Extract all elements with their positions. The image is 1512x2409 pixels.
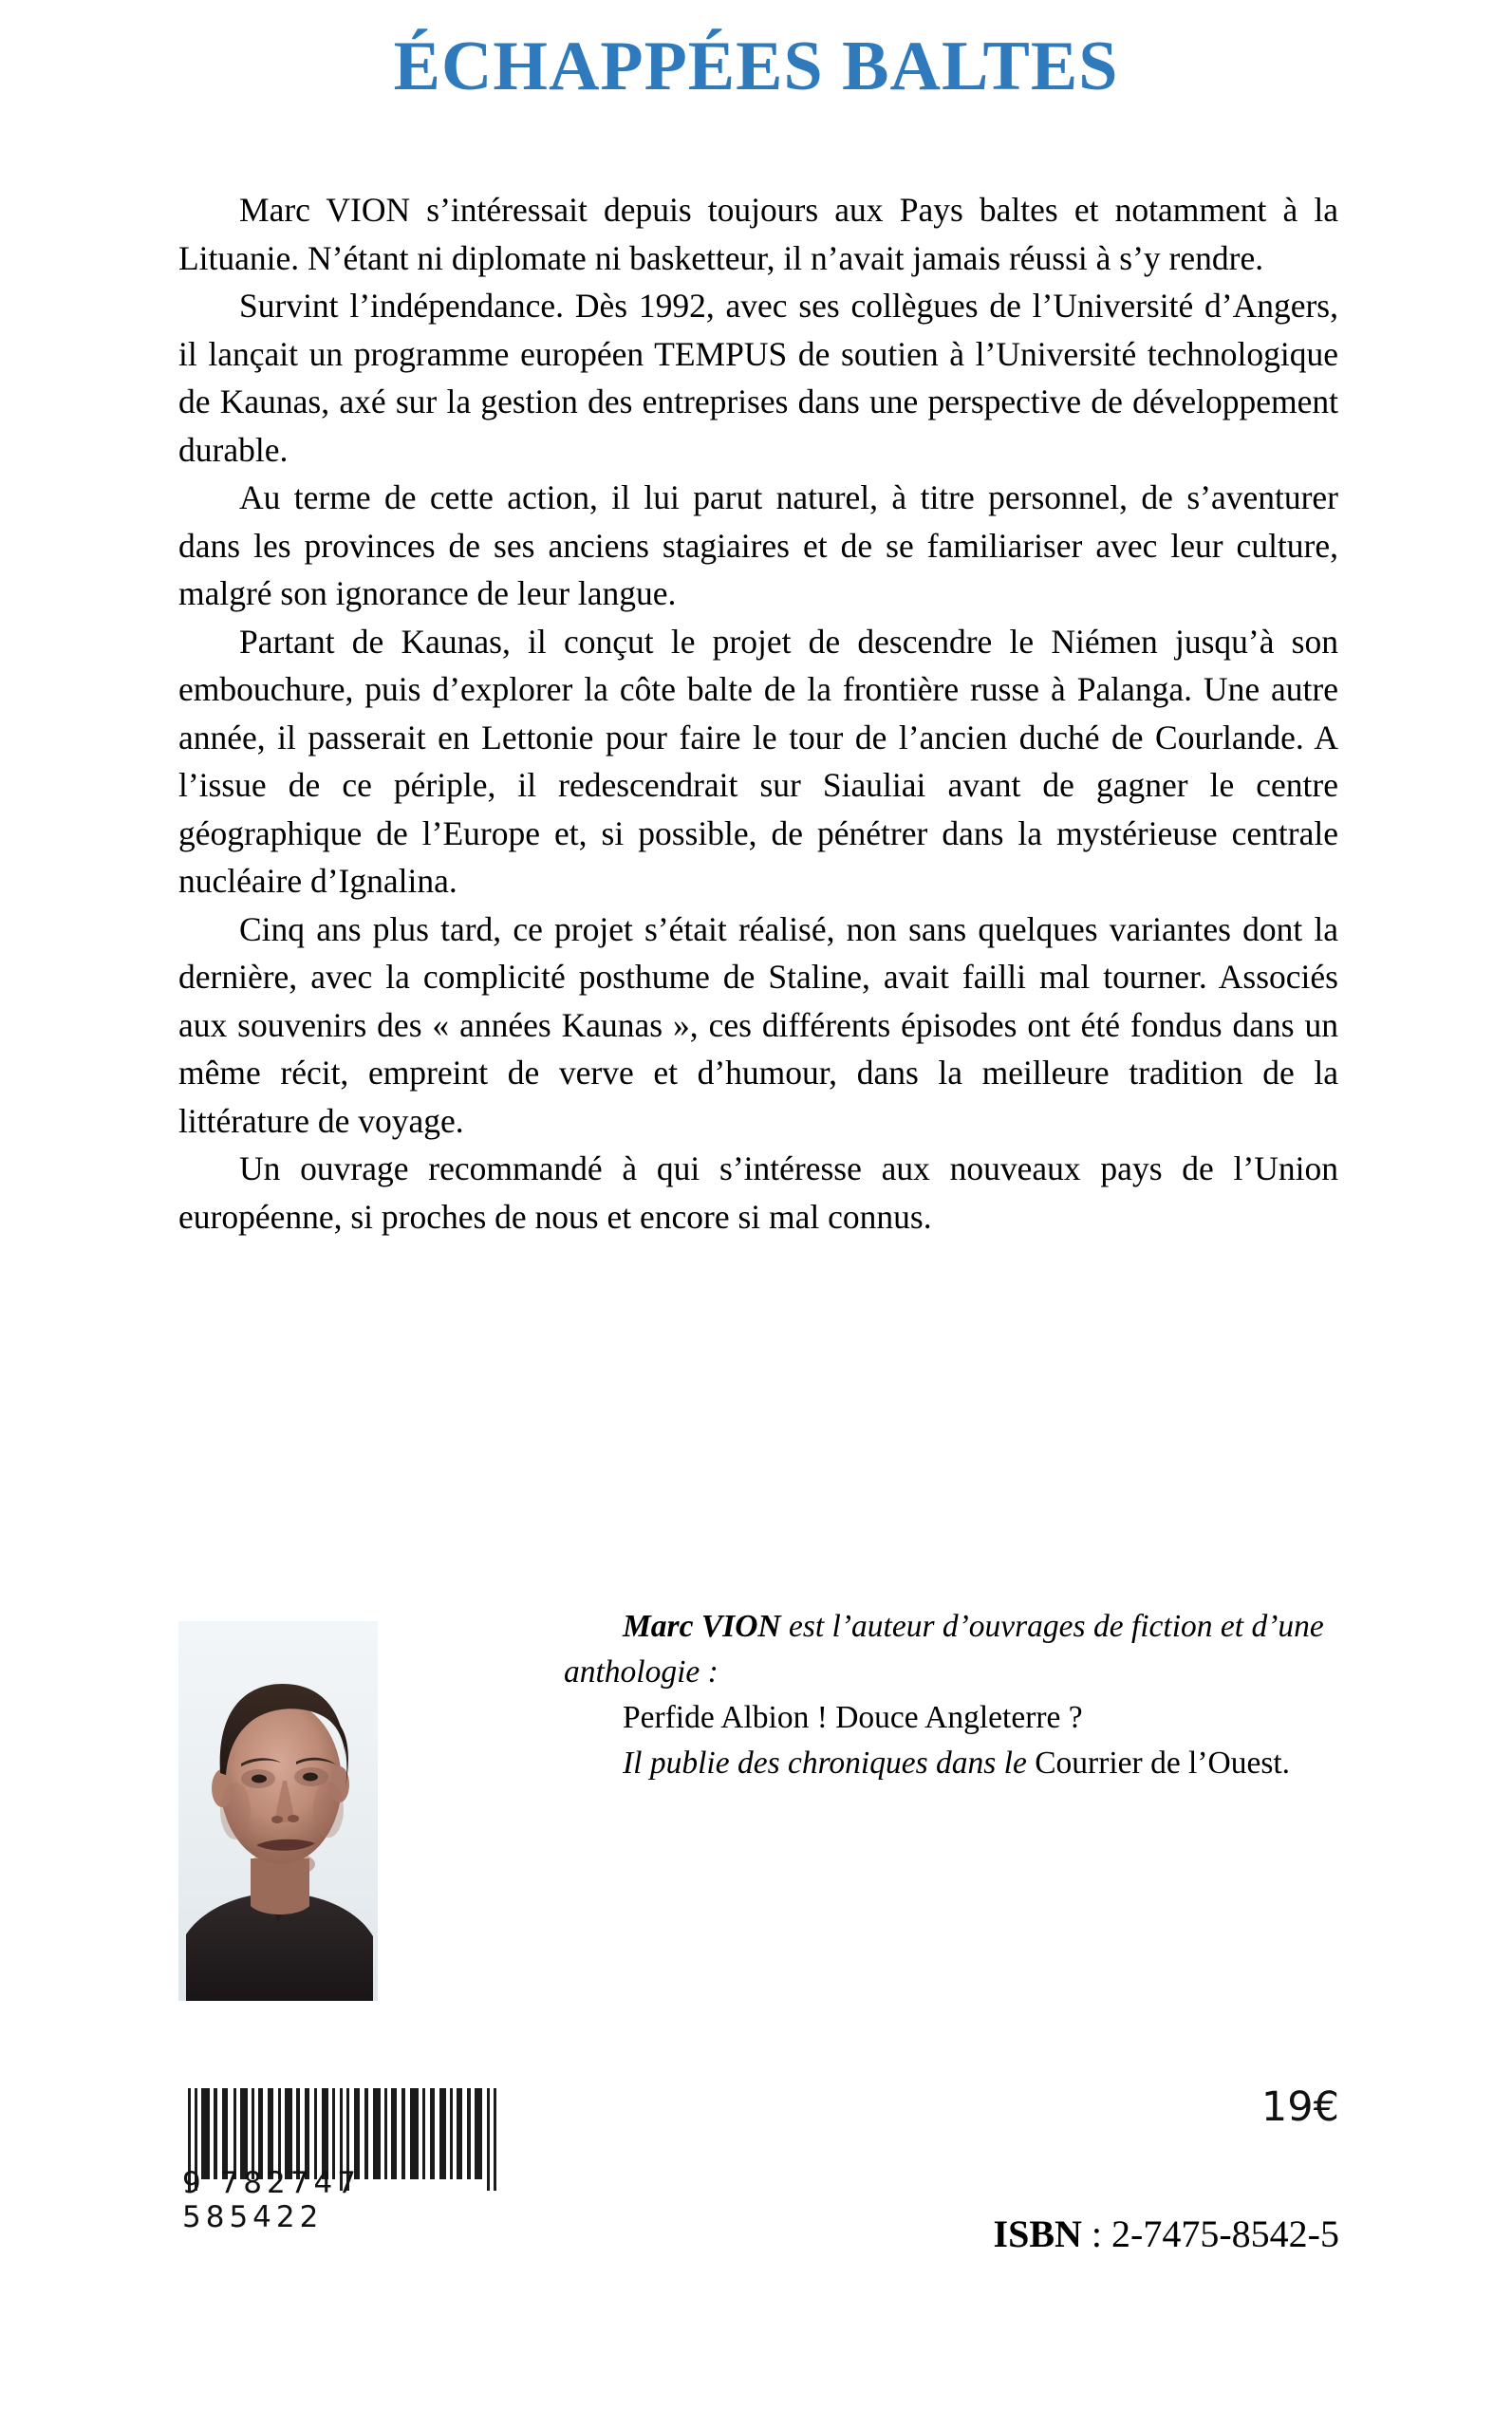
author-works-title: Perfide Albion ! Douce Angleterre ? [623, 1700, 1083, 1735]
author-chronicle-italic: Il publie des chroniques dans le [623, 1746, 1036, 1781]
blurb-paragraph: Partant de Kaunas, il conçut le projet de descendre le Niémen jusqu’à son embouchure, puis d’explorer la côte balte de la frontière russe à Palanga. Une autre année, il passerait en Lettonie pour faire le tour de l’ancien duché de Courlande. A l’issue de ce périple, il redescendrait sur Siauliai avant de gagner le centre géographique de l’Europe et, si possible, de pénétrer dans la mystérieuse centrale nucléaire d’Ignalina. [178, 622, 1338, 900]
isbn-label: ISBN [993, 2213, 1082, 2255]
author-chronicle-publication: Courrier de l’Ouest. [1035, 1746, 1291, 1781]
author-bio [564, 1604, 1338, 1786]
author-name: Marc VION [623, 1609, 781, 1644]
blurb-paragraph: Un ouvrage recommandé à qui s’intéresse aux nouveaux pays de l’Union européenne, si proches de nous et encore si mal connus. [178, 1149, 1338, 1236]
blurb-paragraph: Cinq ans plus tard, ce projet s’était réalisé, non sans quelques variantes dont la dernière, avec la complicité posthume de Staline, avait failli mal tourner. Associés aux souvenirs des « années Kaunas », ces différents épisodes ont été fondus dans un même récit, empreint de verve et d’humour, dans la meilleure tradition de la littérature de voyage. [178, 909, 1338, 1140]
isbn-line [994, 2212, 1339, 2256]
page-title: ÉCHAPPÉES BALTES [393, 28, 1119, 105]
barcode [180, 2088, 503, 2234]
isbn-value: 2-7475-8542-5 [1111, 2213, 1339, 2255]
blurb-paragraph: Au terme de cette action, il lui parut naturel, à titre personnel, de s’aventurer dans les provinces de ses anciens stagiaires et de se familiariser avec leur culture, malgré son ignorance de leur langue. [178, 478, 1338, 612]
blurb-paragraph: Survint l’indépendance. Dès 1992, avec ses collègues de l’Université d’Angers, il lançait un programme européen TEMPUS de soutien à l’Université technologique de Kaunas, axé sur la gestion des entreprises dans une perspective de développement durable. [178, 287, 1338, 469]
blurb-paragraph: Marc VION s’intéressait depuis toujours aux Pays baltes et notamment à la Lituanie. N’étant ni diplomate ni basketteur, il n’avait jamais réussi à s’y rendre. [178, 191, 1338, 277]
isbn-separator: : [1081, 2213, 1112, 2255]
author-photo [178, 1621, 378, 2001]
author-works-line [564, 1695, 1338, 1741]
author-chronicle-line [564, 1741, 1338, 1786]
author-bio-intro [564, 1604, 1338, 1695]
blurb-text [178, 186, 1338, 1241]
author-section [178, 1604, 1338, 2022]
author-bio-text: est l’auteur d’ouvrages de fiction et d’une anthologie : [564, 1609, 1324, 1690]
barcode-digits: 9 782747 585422 [182, 2166, 361, 2234]
price-label: 19€ [1260, 2083, 1339, 2131]
